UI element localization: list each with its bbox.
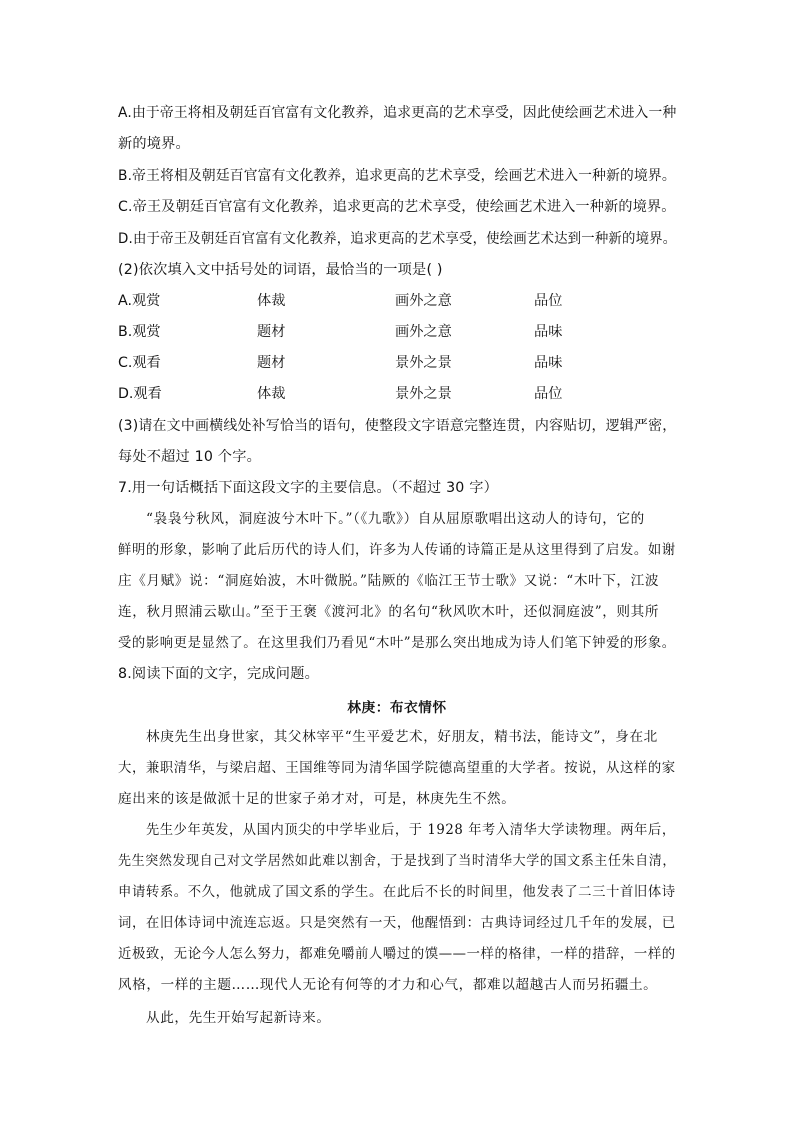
article-line: 词，在旧体诗词中流连忘返。只是突然有一天，他醒悟到：古典诗词经过几千年的发展，已 bbox=[118, 915, 676, 931]
choice-cell: 品位 bbox=[534, 293, 563, 309]
article-line: 先生突然发现自己对文学居然如此难以割舍，于是找到了当时清华大学的国文系主任朱自清， bbox=[118, 853, 676, 869]
question-6-3-line2: 每处不超过 10 个字。 bbox=[118, 449, 261, 465]
passage-line: 连，秋月照浦云歇山。”至于王褒《渡河北》的名句“秋风吹木叶，还似洞庭波”，则其所 bbox=[118, 604, 660, 620]
passage-line: 庄《月赋》说：“洞庭始波，木叶微脱。”陆厥的《临江王节士歌》又说：“木叶下，江波 bbox=[118, 573, 660, 589]
question-6-3-line1: (3)请在文中画横线处补写恰当的语句，使整段文字语意完整连贯，内容贴切，逻辑严密， bbox=[118, 418, 677, 434]
choice-cell: 品味 bbox=[534, 324, 563, 340]
question-7: 7.用一句话概括下面这段文字的主要信息。（不超过 30 字） bbox=[118, 480, 499, 496]
article-line: 先生少年英发，从国内顶尖的中学毕业后，于 1928 年考入清华大学读物理。两年后， bbox=[146, 822, 676, 838]
choice-cell: 景外之景 bbox=[395, 355, 452, 371]
choice-cell: B.观赏 bbox=[118, 324, 161, 340]
option-c: C.帝王及朝廷百官富有文化教养，追求更高的艺术享受，使绘画艺术进入一种新的境界。 bbox=[118, 199, 676, 215]
article-line: 近极致，无论今人怎么努力，都难免嚼前人嚼过的馍——一样的格律，一样的措辞，一样的 bbox=[118, 946, 676, 962]
option-a-line1: A.由于帝王将相及朝廷百官富有文化教养，追求更高的艺术享受，因此使绘画艺术进入一种 bbox=[118, 105, 677, 121]
choice-cell: 题材 bbox=[257, 355, 286, 371]
choice-cell: A.观赏 bbox=[118, 293, 161, 309]
option-d: D.由于帝王及朝廷百官富有文化教养，追求更高的艺术享受，使绘画艺术达到一种新的境界。 bbox=[118, 231, 677, 247]
article-line: 申请转系。不久，他就成了国文系的学生。在此后不长的时间里，他发表了二三十首旧体诗 bbox=[118, 884, 676, 900]
option-a-line2: 新的境界。 bbox=[118, 136, 190, 152]
choice-cell: 品味 bbox=[534, 355, 563, 371]
article-line: 风格，一样的主题……现代人无论有何等的才力和心气，都难以超越古人而另拓疆土。 bbox=[118, 977, 658, 993]
passage-line: “袅袅兮秋风，洞庭波兮木叶下。”（《九歌》）自从屈原歌唱出这动人的诗句，它的 bbox=[146, 511, 645, 527]
choice-cell: 体裁 bbox=[257, 293, 286, 309]
question-8: 8.阅读下面的文字，完成问题。 bbox=[118, 666, 319, 682]
option-b: B.帝王将相及朝廷百官富有文化教养，追求更高的艺术享受，绘画艺术进入一种新的境界。 bbox=[118, 168, 676, 184]
choice-cell: D.观看 bbox=[118, 386, 162, 402]
article-line: 大，兼职清华，与梁启超、王国维等同为清华国学院德高望重的大学者。按说，从这样的家 bbox=[118, 760, 676, 776]
choice-cell: 画外之意 bbox=[395, 293, 452, 309]
choice-cell: 题材 bbox=[257, 324, 286, 340]
article-line: 庭出来的该是做派十足的世家子弟才对，可是，林庚先生不然。 bbox=[118, 791, 516, 807]
choice-cell: 品位 bbox=[534, 386, 563, 402]
question-6-2: (2)依次填入文中括号处的词语，最恰当的一项是( ) bbox=[118, 262, 443, 278]
choice-cell: C.观看 bbox=[118, 355, 161, 371]
choice-cell: 景外之景 bbox=[395, 386, 452, 402]
passage-line: 受的影响更是显然了。在这里我们乃看见“木叶”是那么突出地成为诗人们笔下钟爱的形象。 bbox=[118, 635, 676, 651]
article-line: 林庚先生出身世家，其父林宰平“生平爱艺术，好朋友，精书法，能诗文”，身在北 bbox=[146, 729, 658, 745]
choice-cell: 画外之意 bbox=[395, 324, 452, 340]
passage-line: 鲜明的形象，影响了此后历代的诗人们，许多为人传诵的诗篇正是从这里得到了启发。如谢 bbox=[118, 542, 676, 558]
article-line: 从此，先生开始写起新诗来。 bbox=[146, 1010, 331, 1026]
article-title: 林庚：布衣情怀 bbox=[347, 700, 447, 716]
choice-cell: 体裁 bbox=[257, 386, 286, 402]
